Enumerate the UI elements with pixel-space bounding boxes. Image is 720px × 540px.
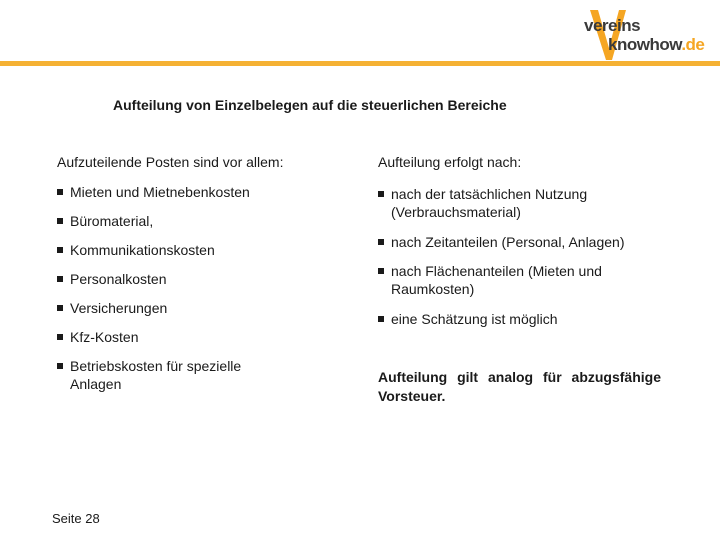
bullet-icon: [57, 276, 63, 282]
list-item-text: nach Flächenanteilen (Mieten und Raumkosten): [391, 263, 602, 297]
bullet-icon: [57, 247, 63, 253]
list-item-text: Versicherungen: [70, 300, 168, 316]
bullet-icon: [57, 305, 63, 311]
vorsteuer-note: Aufteilung gilt analog für abzugsfähige Vorsteuer.: [378, 369, 661, 404]
list-item: [57, 299, 337, 317]
bullet-icon: [57, 334, 63, 340]
right-column-heading: Aufteilung erfolgt nach:: [378, 154, 522, 170]
list-item: [378, 233, 668, 251]
list-item-text: eine Schätzung ist möglich: [391, 311, 558, 327]
left-column-heading: Aufzuteilende Posten sind vor allem:: [57, 154, 284, 170]
slide-title: Aufteilung von Einzelbelegen auf die steuerlichen Bereiche: [113, 97, 507, 113]
logo-text-knowhow: [608, 35, 704, 55]
list-item-text: Kfz-Kosten: [70, 329, 139, 345]
list-item: [378, 310, 643, 328]
list-item: [57, 241, 337, 259]
list-item: [57, 357, 272, 393]
list-item: [57, 183, 337, 201]
bullet-icon: [378, 268, 384, 274]
list-item: [57, 270, 337, 288]
list-item-text: Kommunikationskosten: [70, 242, 215, 258]
list-item: [57, 328, 337, 346]
list-item-text: Mieten und Mietnebenkosten: [70, 184, 250, 200]
list-item: [378, 262, 643, 298]
page-number: Seite 28: [52, 511, 100, 526]
bullet-icon: [378, 191, 384, 197]
logo-text-tld: .de: [681, 35, 705, 54]
logo-text-vereins: vereins: [584, 16, 641, 35]
list-item-text: Betriebskosten für spezielle Anlagen: [70, 358, 242, 392]
list-item-text: nach Zeitanteilen (Personal, Anlagen): [391, 234, 625, 250]
vereinsknowhow-logo: [578, 8, 705, 62]
logo-text-knowhow-word: knowhow: [608, 35, 682, 54]
bullet-icon: [57, 218, 63, 224]
bullet-icon: [378, 239, 384, 245]
bullet-icon: [378, 316, 384, 322]
list-item-text: nach der tatsächlichen Nutzung (Verbrauchsmaterial): [391, 186, 588, 220]
list-item: [378, 185, 643, 221]
list-item: [57, 212, 337, 230]
bullet-icon: [57, 189, 63, 195]
header-accent-bar: [0, 61, 720, 66]
bullet-icon: [57, 363, 63, 369]
list-item-text: Personalkosten: [70, 271, 167, 287]
list-item-text: Büromaterial,: [70, 213, 154, 229]
